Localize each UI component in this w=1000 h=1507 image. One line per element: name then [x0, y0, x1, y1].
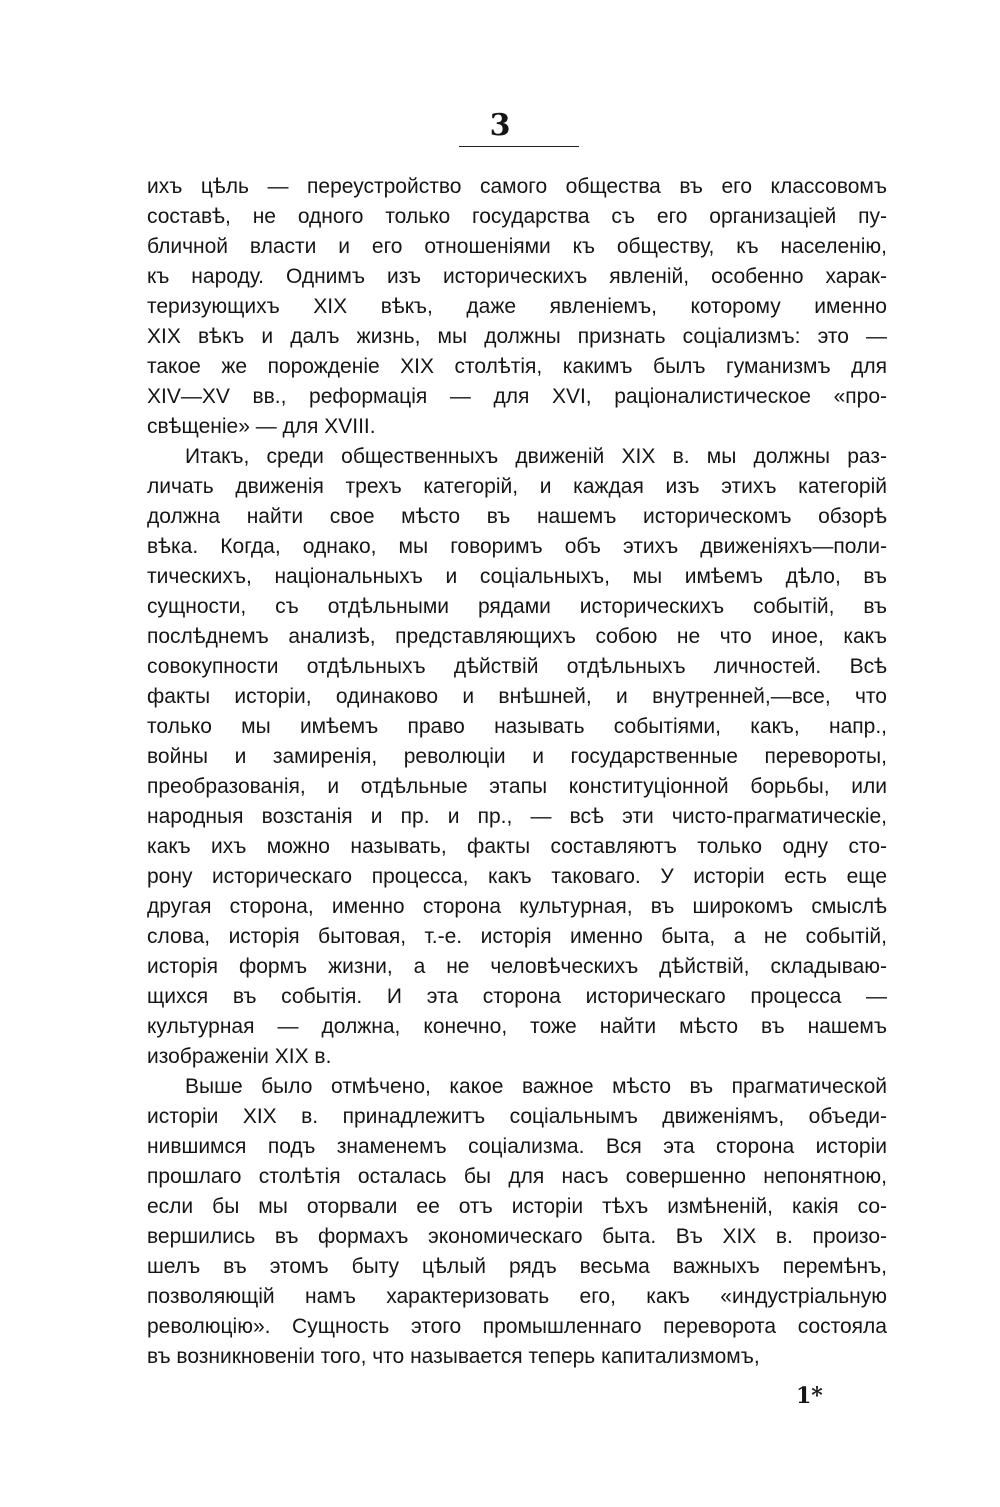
text-line: слова, исторія бытовая, т.-е. исторія именно быта, а не событій, [147, 925, 887, 948]
text-line: Итакъ, среди общественныхъ движеній XIX в. мы должны раз- [185, 445, 887, 468]
text-line: должна найти свое мѣсто въ нашемъ историческомъ обзорѣ [147, 505, 887, 528]
text-line: личать движенія трехъ категорій, и каждая изъ этихъ категорій [147, 475, 887, 498]
signature-mark: 1* [796, 1383, 823, 1409]
text-line: ихъ цѣль — переустройство самого общества въ его классовомъ [147, 175, 887, 198]
text-line: вершились въ формахъ экономическаго быта. Въ XIX в. произо- [147, 1225, 887, 1248]
text-line: Выше было отмѣчено, какое важное мѣсто въ прагматической [185, 1075, 887, 1098]
text-line: XIX вѣкъ и далъ жизнь, мы должны признать соціализмъ: это — [147, 325, 887, 348]
text-line: нившимся подъ знаменемъ соціализма. Вся эта сторона исторіи [147, 1135, 887, 1158]
text-line: бличной власти и его отношеніями къ обществу, къ населенію, [147, 235, 887, 258]
text-line: сущности, съ отдѣльными рядами историческихъ событій, въ [147, 595, 887, 618]
text-line: въ возникновеніи того, что называется теперь капитализмомъ, [147, 1345, 760, 1368]
text-line: рону историческаго процесса, какъ таковаго. У исторіи есть еще [147, 865, 887, 888]
text-line: позволяющій намъ характеризовать его, какъ «индустріальную [147, 1285, 887, 1308]
text-line: свѣщеніе» — для XVIII. [147, 415, 376, 438]
paragraph [147, 172, 887, 442]
text-line: составѣ, не одного только государства съ его организаціей пу- [147, 205, 887, 228]
text-line: щихся въ событія. И эта сторона историческаго процесса — [147, 985, 887, 1008]
text-line: прошлаго столѣтія осталась бы для насъ совершенно непонятною, [147, 1165, 887, 1188]
text-line: войны и замиренія, революціи и государственные перевороты, [147, 745, 887, 768]
text-line: совокупности отдѣльныхъ дѣйствій отдѣльныхъ личностей. Всѣ [147, 655, 887, 678]
header-rule [459, 146, 579, 147]
body-text [147, 172, 887, 1372]
page-number: 3 [489, 108, 511, 143]
text-line: исторіи XIX в. принадлежитъ соціальнымъ движеніямъ, объеди- [147, 1105, 887, 1128]
text-line: такое же порожденіе XIX столѣтія, какимъ былъ гуманизмъ для [147, 355, 887, 378]
paragraph [147, 442, 887, 1072]
text-line: вѣка. Когда, однако, мы говоримъ объ этихъ движеніяхъ—поли- [147, 535, 887, 558]
text-line: XIV—XV вв., реформація — для XVI, раціоналистическое «про- [147, 385, 887, 408]
text-line: революцію». Сущность этого промышленнаго переворота состояла [147, 1315, 887, 1338]
text-line: исторія формъ жизни, а не человѣческихъ дѣйствій, складываю- [147, 955, 887, 978]
text-line: народныя возстанія и пр. и пр., — всѣ эти чисто-прагматическіе, [147, 805, 887, 828]
text-line: преобразованія, и отдѣльные этапы конституціонной борьбы, или [147, 775, 887, 798]
paragraph [147, 1072, 887, 1372]
text-line: культурная — должна, конечно, тоже найти мѣсто въ нашемъ [147, 1015, 887, 1038]
text-line: шелъ въ этомъ быту цѣлый рядъ весьма важныхъ перемѣнъ, [147, 1255, 887, 1278]
text-line: только мы имѣемъ право называть событіями, какъ, напр., [147, 715, 887, 738]
text-line: теризующихъ XIX вѣкъ, даже явленіемъ, которому именно [147, 295, 887, 318]
text-line: другая сторона, именно сторона культурная, въ широкомъ смыслѣ [147, 895, 887, 918]
text-line: послѣднемъ анализѣ, представляющихъ собою не что иное, какъ [147, 625, 887, 648]
text-line: факты исторіи, одинаково и внѣшней, и внутренней,—все, что [147, 685, 887, 708]
text-line: если бы мы оторвали ее отъ исторіи тѣхъ измѣненій, какія со- [147, 1195, 887, 1218]
text-line: какъ ихъ можно называть, факты составляютъ только одну сто- [147, 835, 887, 858]
text-line: тическихъ, національныхъ и соціальныхъ, мы имѣемъ дѣло, въ [147, 565, 887, 588]
text-line: къ народу. Однимъ изъ историческихъ явленій, особенно харак- [147, 265, 887, 288]
text-line: изображеніи XIX в. [147, 1045, 332, 1068]
